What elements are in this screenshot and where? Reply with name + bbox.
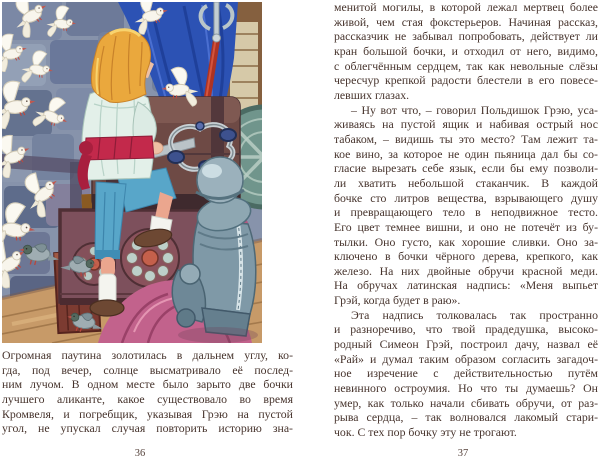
- illustration-canvas: [2, 2, 262, 343]
- text-line: Эта надпись толковалась так пространно: [351, 307, 598, 322]
- text-line: Его цвет темнее вишни, и оно не потечёт из бу-: [334, 219, 598, 234]
- text-line: ключено в бочки чёрного дерева, крепкого, как: [334, 249, 598, 264]
- text-line: ли хватить небольшой стаканчик. В каждой: [334, 175, 598, 190]
- text-line: живой, чем стая фокстерьеров. Начиная рассказ,: [334, 14, 598, 29]
- text-line: с облегчённым сердцем, так как невольные слёзы: [334, 58, 598, 73]
- text-line: Кромвеля, и погребщик, указывая Грэю на пустой: [2, 406, 293, 421]
- text-line: гда, под вечер, солнце высматривало её послед-: [2, 362, 293, 377]
- text-line: На обручах латинская надпись: «Меня выпьет: [334, 278, 598, 293]
- text-line: живаясь на пустой ящик и набивая острый нос: [334, 117, 598, 132]
- text-line: Грэй, когда будет в раю».: [334, 293, 461, 308]
- text-line: левших глазах.: [334, 87, 410, 102]
- text-line: ное изречение с действительностью путём: [334, 366, 598, 381]
- right-page-text: [334, 0, 598, 440]
- text-line: кое вино, за которое не один пьяница дал бы со-: [334, 146, 598, 161]
- text-line: менитой могилы, в которой лежал мертвец более: [334, 0, 598, 14]
- text-line: и превращающего тело в неподвижное тесто.: [334, 205, 598, 220]
- text-line: «Рай» и думал таким образом согласить загадоч-: [334, 351, 598, 366]
- text-line: бочке сто литров вещества, взрывающего душу: [334, 190, 598, 205]
- text-line: чересчур крепкой радости блестели в его повесе-: [334, 73, 598, 88]
- text-line: табаком, – видишь ты это место? Там лежит та-: [334, 131, 598, 146]
- text-line: железо. На них двойные обручи красной меди.: [334, 263, 598, 278]
- text-line: родный Симеон Грэй, построил дачу, назвал её: [334, 337, 598, 352]
- text-line: невинного остроумия. Но что ты думаешь? Он: [334, 381, 598, 396]
- text-line: рассказчик не забывал попробовать, действует ли: [334, 29, 598, 44]
- text-line: Огромная паутина золотилась в дальнем углу, ко-: [2, 348, 293, 362]
- text-line: рыва сердца, – так волновался лакомый стари-: [334, 410, 598, 425]
- text-line: ним лучом. В одном месте было зарыто две бочки: [2, 377, 293, 392]
- text-line: – Ну вот что, – говорил Польдишок Грэю, уса-: [351, 102, 598, 117]
- text-line: и разноречиво, что твой прадедушка, высоко-: [334, 322, 598, 337]
- text-line: тылки. Оно густо, как хорошие сливки. Оно за-: [334, 234, 598, 249]
- illustration-grey-in-cellar: [2, 2, 262, 343]
- text-line: гласие вырезать себе язык, если бы ему позволи-: [334, 161, 598, 176]
- page-number-right: 37: [457, 448, 469, 459]
- text-line: лучшего аликанте, какое существовало во время: [2, 391, 293, 406]
- text-line: умер, как только начали сбивать обручи, от раз-: [334, 395, 598, 410]
- text-line: чок. С тех пор бочку эту не трогают.: [334, 425, 517, 440]
- text-line: кран большой бочки, и отходил от него, видимо,: [334, 43, 598, 58]
- left-page-text: [2, 348, 293, 436]
- page-number-left: 36: [134, 448, 146, 459]
- text-line: угол, не упускал случая повторить историю зна-: [2, 421, 293, 436]
